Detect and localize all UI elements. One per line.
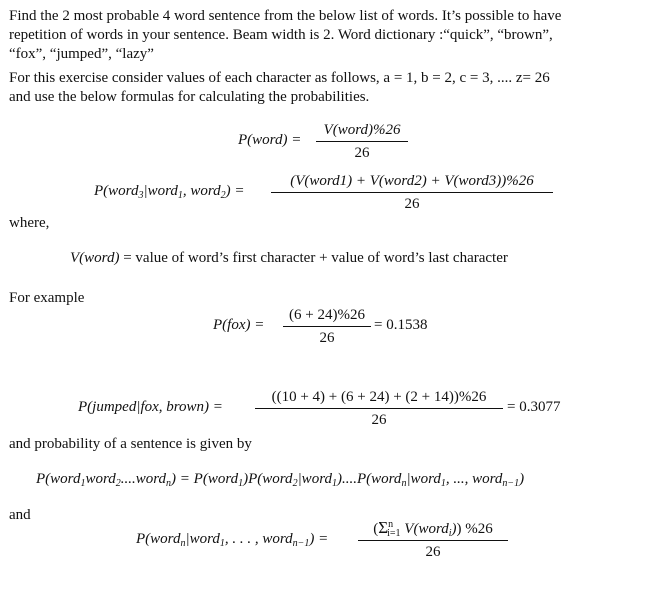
formula-conditional-numerator: (V(word1) + V(word2) + V(word3))%26 xyxy=(290,173,534,189)
v-definition xyxy=(70,249,508,268)
formula-word-numerator: V(word)%26 xyxy=(323,122,401,138)
fraction-bar xyxy=(255,408,503,409)
example-label: For example xyxy=(9,290,85,306)
example-fox-lhs: P(fox) = xyxy=(213,317,265,333)
fraction-bar xyxy=(316,141,408,142)
general-formula-numerator: ($\Sigma^n_{i=1}$ V(word$_i$)) %26 xyxy=(373,518,493,539)
general-formula-fraction xyxy=(358,518,508,562)
general-formula-lhs: P(word$_n$|word$_1$, . . . , word$_{n-1}$) = xyxy=(136,531,329,549)
example-jumped-fraction xyxy=(255,388,503,430)
example-jumped-result: = 0.3077 xyxy=(507,399,561,415)
formula-conditional-lhs: P(word$_3$|word$_1$, word$_2$) = xyxy=(94,183,245,201)
values-note-line-1: For this exercise consider values of each character as follows, a = 1, b = 2, c = 3, .... z= 26 xyxy=(9,70,550,86)
where-label: where, xyxy=(9,215,50,231)
sentence-label: and probability of a sentence is given by xyxy=(9,436,252,452)
sentence-formula: P(word$_1$word$_2$....word$_n$) = P(word$_1$)P(word$_2$|word$_1$)....P(word$_n$|word$_1$, ..., word$_{n-1}$) xyxy=(36,471,525,489)
and-label: and xyxy=(9,507,31,523)
formula-conditional-fraction xyxy=(271,172,553,214)
example-jumped-lhs: P(jumped|fox, brown) = xyxy=(78,399,223,415)
fraction-bar xyxy=(271,192,553,193)
example-fox-fraction xyxy=(283,306,371,348)
intro-line-2: repetition of words in your sentence. Beam width is 2. Word dictionary :“quick”, “brown”, xyxy=(9,27,553,43)
formula-word-fraction xyxy=(316,121,408,163)
example-jumped-denominator: 26 xyxy=(371,412,387,428)
formula-word-lhs: P(word) = xyxy=(238,132,302,148)
fraction-bar xyxy=(283,326,371,327)
intro-line-3: “fox”, “jumped”, “lazy” xyxy=(9,46,154,62)
v-definition-lhs: V(word) xyxy=(70,250,120,266)
example-jumped-numerator: ((10 + 4) + (6 + 24) + (2 + 14))%26 xyxy=(271,389,487,405)
v-definition-rhs: = value of word’s first character + value of word’s last character xyxy=(123,250,508,266)
formula-conditional-denominator: 26 xyxy=(404,196,420,212)
example-fox-result: = 0.1538 xyxy=(374,317,428,333)
general-formula-denominator: 26 xyxy=(425,544,441,560)
example-fox-denominator: 26 xyxy=(319,330,335,346)
fraction-bar xyxy=(358,540,508,541)
values-note-line-2: and use the below formulas for calculating the probabilities. xyxy=(9,89,370,105)
example-fox-numerator: (6 + 24)%26 xyxy=(289,307,365,323)
formula-word-denominator: 26 xyxy=(354,145,370,161)
intro-line-1: Find the 2 most probable 4 word sentence from the below list of words. It’s possible to have xyxy=(9,8,562,24)
